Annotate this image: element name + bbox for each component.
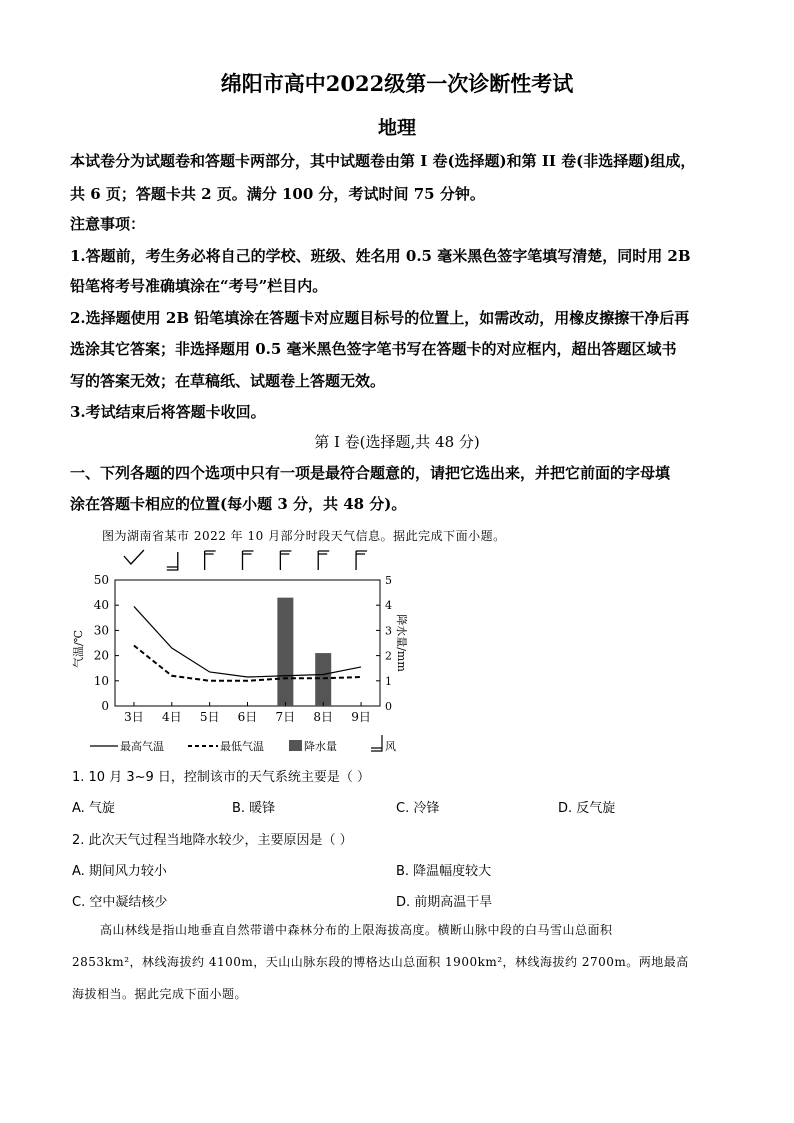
notice-item-3: 3.考试结束后将答题卡收回。 xyxy=(70,403,266,421)
notice-item-1: 铅笔将考号准确填涂在“考号”栏目内。 xyxy=(70,277,328,295)
question-2-option-c[interactable]: C. 空中凝结核少 xyxy=(72,895,168,910)
passage-line: 高山林线是指山地垂直自然带谱中森林分布的上限海拔高度。横断山脉中段的白马雪山总面积 xyxy=(100,923,613,937)
precipitation-bars xyxy=(277,598,331,706)
question-1-stem: 1. 10 月 3~9 日，控制该市的天气系统主要是（ ） xyxy=(72,770,371,785)
x-axis-ticks xyxy=(124,702,371,724)
left-tick-label: 40 xyxy=(93,598,109,613)
wind-symbol-4日 xyxy=(167,552,178,570)
legend-wind-icon xyxy=(371,735,382,751)
wind-symbol-3日 xyxy=(124,550,144,564)
section-directions: 一、下列各题的四个选项中只有一项是最符合题意的，请把它选出来，并把它前面的字母填 xyxy=(70,464,671,482)
wind-symbol-5日 xyxy=(205,551,216,570)
x-tick-label: 9日 xyxy=(351,710,371,724)
page-title: 绵阳市高中2022级第一次诊断性考试 xyxy=(220,71,574,96)
wind-symbol-8日 xyxy=(318,551,329,570)
question-1-option-c[interactable]: C. 冷锋 xyxy=(396,801,440,816)
instructions-line: 共 6 页；答题卡共 2 页。满分 100 分，考试时间 75 分钟。 xyxy=(70,185,485,203)
x-tick-label: 4日 xyxy=(161,710,182,724)
wind-symbol-9日 xyxy=(356,551,367,570)
left-tick-label: 20 xyxy=(93,648,109,663)
wind-symbols xyxy=(124,550,367,570)
notice-label: 注意事项： xyxy=(70,215,146,233)
instructions-line: 本试卷分为试题卷和答题卡两部分，其中试题卷由第 I 卷(选择题)和第 II 卷(非选择题)组成， xyxy=(70,152,696,170)
question-2-option-b[interactable]: B. 降温幅度较大 xyxy=(396,864,492,879)
wind-symbol-7日 xyxy=(280,551,291,570)
x-tick-label: 7日 xyxy=(275,710,296,724)
section-directions: 涂在答题卡相应的位置(每小题 3 分，共 48 分)。 xyxy=(70,495,407,513)
notice-item-2: 2.选择题使用 2B 铅笔填涂在答题卡对应题目标号的位置上，如需改动，用橡皮擦擦干净后再 xyxy=(70,309,690,327)
right-axis-ticks xyxy=(376,574,392,713)
question-2-stem: 2. 此次天气过程当地降水较少，主要原因是（ ） xyxy=(72,833,353,848)
right-tick-label: 0 xyxy=(385,700,392,713)
right-tick-label: 3 xyxy=(385,624,392,638)
passage-line: 海拔相当。据此完成下面小题。 xyxy=(72,987,248,1001)
notice-item-2: 写的答案无效；在草稿纸、试题卷上答题无效。 xyxy=(70,372,386,390)
precip-bar-8日 xyxy=(315,653,331,706)
right-tick-label: 2 xyxy=(385,649,392,663)
left-tick-label: 0 xyxy=(101,699,109,713)
left-tick-label: 50 xyxy=(93,573,109,587)
notice-item-1: 1.答题前，考生务必将自己的学校、班级、姓名用 0.5 毫米黑色签字笔填写清楚，同时用 2B xyxy=(70,247,691,265)
right-tick-label: 4 xyxy=(385,599,392,613)
weather-chart xyxy=(60,545,420,767)
section-heading: 第 I 卷(选择题,共 48 分) xyxy=(314,433,480,451)
x-tick-label: 3日 xyxy=(124,710,144,724)
question-1-option-a[interactable]: A. 气旋 xyxy=(72,801,115,816)
x-tick-label: 6日 xyxy=(237,710,258,724)
question-2-option-a[interactable]: A. 期间风力较小 xyxy=(72,864,167,879)
plot-frame xyxy=(115,580,380,706)
y-axis-left-label: 气温/℃ xyxy=(72,629,85,669)
left-tick-label: 30 xyxy=(93,623,109,638)
legend-wind: 风 xyxy=(385,740,396,753)
y-axis-right-label: 降水量/mm xyxy=(395,614,408,672)
subject-title: 地理 xyxy=(377,117,416,139)
question-1-option-b[interactable]: B. 暖锋 xyxy=(232,801,276,816)
figure-intro: 图为湖南省某市 2022 年 10 月部分时段天气信息。据此完成下面小题。 xyxy=(102,529,506,543)
legend-max-temp: 最高气温 xyxy=(120,740,164,753)
right-tick-label: 5 xyxy=(385,574,392,587)
x-tick-label: 8日 xyxy=(313,710,334,724)
legend-bar-swatch xyxy=(289,740,302,751)
legend xyxy=(90,735,396,753)
right-tick-label: 1 xyxy=(385,674,392,688)
precip-bar-7日 xyxy=(277,598,293,706)
question-2-option-d[interactable]: D. 前期高温干旱 xyxy=(396,895,493,910)
legend-min-temp: 最低气温 xyxy=(220,740,264,753)
notice-item-2: 选涂其它答案；非选择题用 0.5 毫米黑色签字笔书写在答题卡的对应框内，超出答题区域书 xyxy=(70,340,677,358)
x-tick-label: 5日 xyxy=(199,710,220,724)
left-tick-label: 10 xyxy=(93,673,109,688)
legend-precip: 降水量 xyxy=(304,740,337,753)
question-1-option-d[interactable]: D. 反气旋 xyxy=(558,801,616,816)
wind-symbol-6日 xyxy=(243,551,254,570)
passage-line: 2853km²，林线海拔约 4100m，天山山脉东段的博格达山总面积 1900km²，林线海拔约 2700m。两地最高 xyxy=(72,955,689,969)
